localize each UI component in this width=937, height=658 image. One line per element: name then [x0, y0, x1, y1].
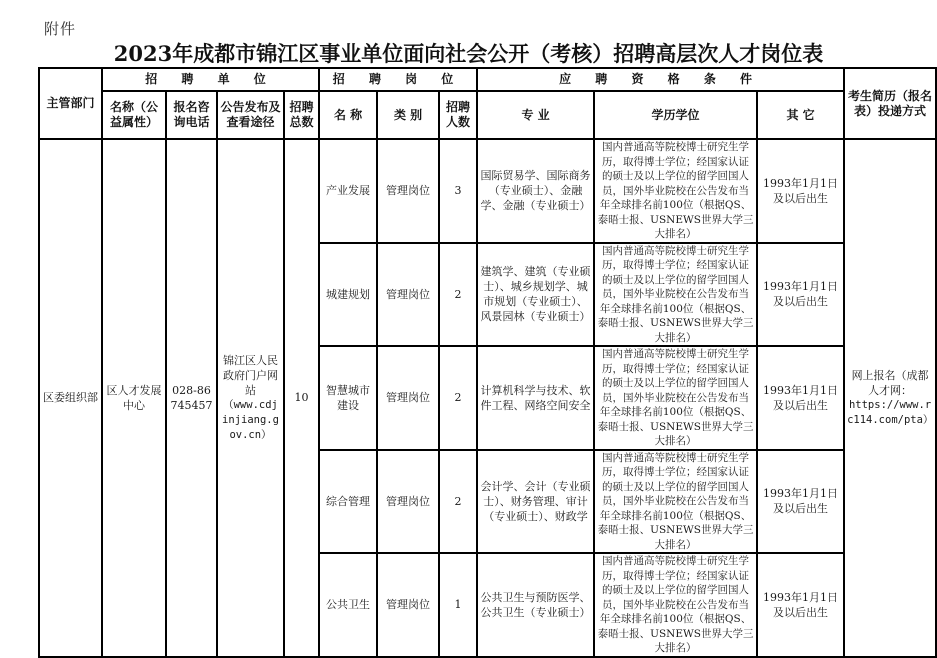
header-degree: 学历学位 — [594, 91, 757, 139]
position-name-cell: 产业发展 — [319, 139, 377, 243]
announcement-link[interactable]: （www.cdjinjiang.gov.cn） — [222, 398, 279, 441]
major-cell: 公共卫生与预防医学、公共卫生（专业硕士） — [477, 553, 594, 657]
header-supervisor: 主管部门 — [39, 68, 102, 139]
header-position-hires: 招聘人数 — [439, 91, 477, 139]
header-total-hires: 招聘总数 — [284, 91, 319, 139]
total-hires-cell: 10 — [284, 139, 319, 657]
position-hires-cell: 2 — [439, 450, 477, 554]
header-hiring-position: 招 聘 岗 位 — [319, 68, 477, 91]
submission-link[interactable]: https://www.rc114.com/pta） — [847, 398, 934, 426]
other-cell: 1993年1月1日及以后出生 — [757, 346, 844, 450]
attachment-label: 附件 — [44, 20, 77, 38]
announcement-cell — [217, 139, 284, 657]
position-name-cell: 公共卫生 — [319, 553, 377, 657]
contact-phone-cell — [166, 139, 217, 657]
degree-cell: 国内普通高等院校博士研究生学历，取得博士学位；经国家认证的硕士及以上学位的留学回国人员，国外毕业院校在公告发布当年全球排名前100位（根据QS、泰晤士报、USNEWS世界大学三大排名） — [594, 346, 757, 450]
degree-cell: 国内普通高等院校博士研究生学历，取得博士学位；经国家认证的硕士及以上学位的留学回国人员，国外毕业院校在公告发布当年全球排名前100位（根据QS、泰晤士报、USNEWS世界大学三大排名） — [594, 450, 757, 554]
category-cell: 管理岗位 — [377, 139, 439, 243]
supervisor-cell: 区委组织部 — [39, 139, 102, 657]
position-hires-cell: 2 — [439, 243, 477, 347]
position-name-cell: 城建规划 — [319, 243, 377, 347]
header-hiring-unit: 招 聘 单 位 — [102, 68, 319, 91]
header-row-groups — [39, 68, 936, 91]
submission-cell — [844, 139, 936, 657]
category-cell: 管理岗位 — [377, 243, 439, 347]
position-name-cell: 综合管理 — [319, 450, 377, 554]
degree-cell: 国内普通高等院校博士研究生学历，取得博士学位；经国家认证的硕士及以上学位的留学回国人员，国外毕业院校在公告发布当年全球排名前100位（根据QS、泰晤士报、USNEWS世界大学三大排名） — [594, 243, 757, 347]
other-cell: 1993年1月1日及以后出生 — [757, 243, 844, 347]
other-cell: 1993年1月1日及以后出生 — [757, 450, 844, 554]
category-cell: 管理岗位 — [377, 346, 439, 450]
other-cell: 1993年1月1日及以后出生 — [757, 553, 844, 657]
header-announcement: 公告发布及查看途径 — [217, 91, 284, 139]
unit-name-cell: 区人才发展中心 — [102, 139, 166, 657]
page-title: 2023年成都市锦江区事业单位面向社会公开（考核）招聘高层次人才岗位表 — [113, 41, 824, 66]
category-cell: 管理岗位 — [377, 450, 439, 554]
header-contact-phone: 报名咨询电话 — [166, 91, 217, 139]
table-row — [39, 139, 936, 243]
position-hires-cell: 1 — [439, 553, 477, 657]
position-hires-cell: 3 — [439, 139, 477, 243]
header-other: 其 它 — [757, 91, 844, 139]
major-cell: 建筑学、建筑（专业硕士）、城乡规划学、城市规划（专业硕士）、风景园林（专业硕士） — [477, 243, 594, 347]
degree-cell: 国内普通高等院校博士研究生学历，取得博士学位；经国家认证的硕士及以上学位的留学回国人员，国外毕业院校在公告发布当年全球排名前100位（根据QS、泰晤士报、USNEWS世界大学三大排名） — [594, 139, 757, 243]
header-category: 类 别 — [377, 91, 439, 139]
position-name-cell: 智慧城市建设 — [319, 346, 377, 450]
category-cell: 管理岗位 — [377, 553, 439, 657]
other-cell: 1993年1月1日及以后出生 — [757, 139, 844, 243]
header-position-name: 名 称 — [319, 91, 377, 139]
header-row-columns — [39, 91, 936, 139]
major-cell: 计算机科学与技术、软件工程、网络空间安全 — [477, 346, 594, 450]
header-major: 专 业 — [477, 91, 594, 139]
positions-table — [38, 67, 937, 658]
major-cell: 国际贸易学、国际商务（专业硕士）、金融学、金融（专业硕士） — [477, 139, 594, 243]
header-unit-name: 名称（公益属性） — [102, 91, 166, 139]
degree-cell: 国内普通高等院校博士研究生学历，取得博士学位；经国家认证的硕士及以上学位的留学回国人员，国外毕业院校在公告发布当年全球排名前100位（根据QS、泰晤士报、USNEWS世界大学三大排名） — [594, 553, 757, 657]
header-submission: 考生简历（报名表）投递方式 — [844, 68, 936, 139]
major-cell: 会计学、会计（专业硕士）、财务管理、审计（专业硕士）、财政学 — [477, 450, 594, 554]
submission-text: 网上报名（成都人才网： — [851, 368, 929, 397]
contact-phone: 028-86745457 — [170, 383, 213, 412]
position-hires-cell: 2 — [439, 346, 477, 450]
announcement-text: 锦江区人民政府门户网站 — [223, 353, 278, 397]
header-qualifications: 应 聘 资 格 条 件 — [477, 68, 844, 91]
